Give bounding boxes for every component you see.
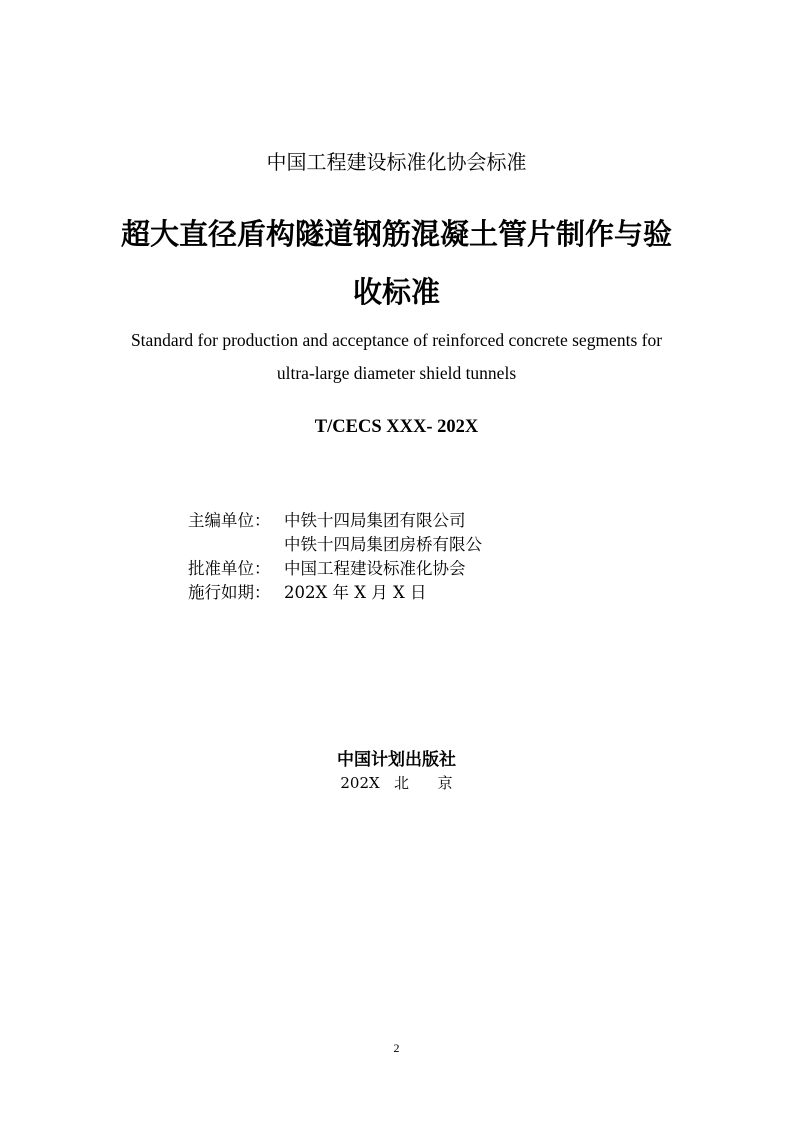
page-number: 2 <box>393 1041 400 1055</box>
editor-unit-2: 中铁十四局集团房桥有限公 <box>284 535 482 554</box>
standard-code: T/CECS XXX- 202X <box>314 417 479 437</box>
approver-unit: 中国工程建设标准化协会 <box>284 559 466 578</box>
association-title: 中国工程建设标准化协会标准 <box>266 150 527 174</box>
editor-row-1 <box>188 509 466 533</box>
editor-label: 主编单位： <box>188 511 271 530</box>
approver-row <box>188 557 466 581</box>
english-title-line-1: Standard for production and acceptance of reinforced concrete segments for <box>130 330 663 350</box>
effective-date-row <box>188 581 426 605</box>
english-title-line-2: ultra-large diameter shield tunnels <box>276 363 517 383</box>
approver-label: 批准单位： <box>188 559 271 578</box>
chinese-title-line-1: 超大直径盾构隧道钢筋混凝土管片制作与验 <box>120 217 672 251</box>
editor-unit-1: 中铁十四局集团有限公司 <box>284 511 466 530</box>
editor-row-2 <box>188 533 482 557</box>
publication-year-place: 202X 北 京 <box>340 774 453 792</box>
chinese-title-line-2: 收标准 <box>352 275 440 309</box>
effective-date: 202X 年 X 月 X 日 <box>284 583 427 602</box>
effective-label: 施行如期： <box>188 583 271 602</box>
publisher-name: 中国计划出版社 <box>337 750 456 770</box>
